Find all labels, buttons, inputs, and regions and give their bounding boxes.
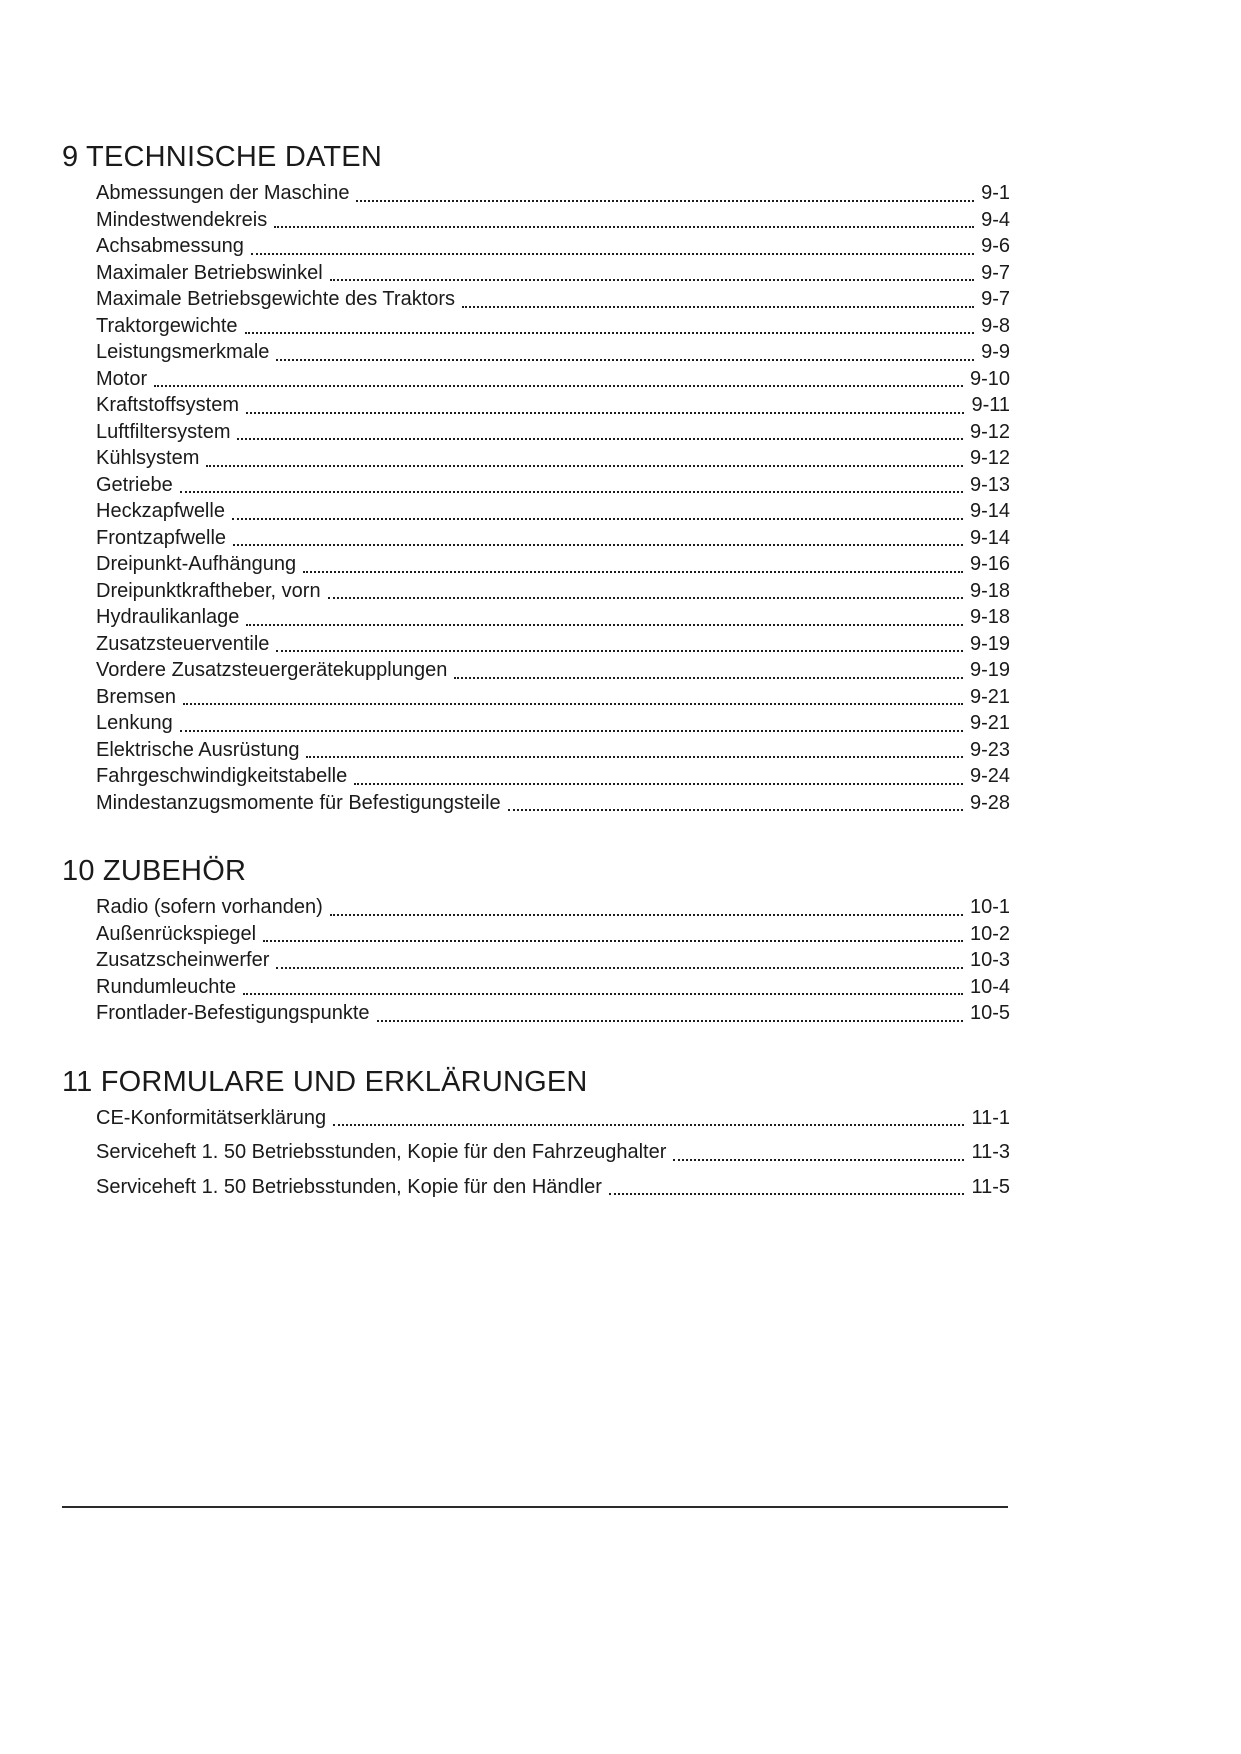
toc-entry-page: 9-6 [981,235,1010,257]
toc-entry-label: Dreipunkt-Aufhängung [96,553,297,575]
toc-entry-page: 9-14 [969,526,1010,549]
dot-leader [245,332,975,334]
toc-entry [62,947,1010,974]
toc-entry [62,974,1010,1001]
toc-entry-label: Serviceheft 1. 50 Betriebsstunden, Kopie für den Fahrzeughalter [96,1141,667,1163]
toc-entry [62,472,1010,499]
toc-entry [62,525,1010,552]
toc-entry-page: 10-1 [969,896,1010,918]
toc-entry [62,1139,1010,1166]
dot-leader [180,491,963,493]
toc-entry-label: Dreipunktkraftheber, vorn [96,579,321,602]
toc-entry-page: 10-3 [969,949,1010,971]
toc-entry-page: 9-13 [969,473,1010,496]
toc-entry [62,339,1010,366]
toc-entry-label: Getriebe [96,473,173,496]
dot-leader [246,412,964,414]
dot-leader [183,703,963,705]
toc-entry-page: 9-21 [969,712,1010,734]
toc-entry-page: 9-8 [981,314,1010,337]
toc-entry-label: Maximale Betriebsgewichte des Traktors [96,288,456,310]
toc-entry [62,710,1010,737]
dot-leader [330,914,963,916]
toc-entry-page: 9-19 [969,632,1010,655]
toc-entry-page: 9-18 [969,579,1010,602]
toc-entry-page: 10-5 [969,1002,1010,1024]
toc-entry-page: 9-12 [969,420,1010,443]
dot-leader [274,226,974,228]
toc-entry [62,286,1010,313]
toc-entry-page: 10-4 [969,975,1010,998]
toc-entry-label: Maximaler Betriebswinkel [96,261,323,284]
footer-divider [62,1506,1008,1508]
dot-leader [328,597,963,599]
toc-entry-page: 9-19 [969,659,1010,681]
toc-entry [62,498,1010,525]
toc-entry-page: 9-14 [969,500,1010,522]
dot-leader [276,359,974,361]
dot-leader [330,279,974,281]
dot-leader [303,571,963,573]
toc-entry [62,260,1010,287]
toc-entry [62,578,1010,605]
toc-entry [62,366,1010,393]
toc-entry-page: 11-3 [971,1141,1010,1163]
toc-entry-page: 9-10 [969,367,1010,390]
dot-leader [508,809,963,811]
toc-entry-label: Serviceheft 1. 50 Betriebsstunden, Kopie für den Händler [96,1175,602,1198]
toc-entry-page: 9-18 [969,606,1010,628]
toc-entry-label: Rundumleuchte [96,975,237,998]
toc-entry-label: Leistungsmerkmale [96,341,270,363]
toc-entry-label: Elektrische Ausrüstung [96,738,300,761]
toc-entry [62,921,1010,948]
toc-entry-label: Vordere Zusatzsteuergerätekupplungen [96,659,448,681]
toc-entry-page: 11-1 [971,1106,1010,1129]
toc-entry-label: CE-Konformitätserklärung [96,1106,327,1129]
toc-entry-page: 9-16 [969,553,1010,575]
toc-entry [62,419,1010,446]
dot-leader [276,967,963,969]
toc-entry [62,313,1010,340]
toc-entry-label: Abmessungen der Maschine [96,182,350,204]
toc-entry-label: Hydraulikanlage [96,606,240,628]
toc-entry-label: Frontlader-Befestigungspunkte [96,1002,370,1024]
toc-entry [62,790,1010,817]
toc-entry-page: 9-11 [971,394,1010,416]
toc-entry [62,445,1010,472]
section-title: 11 FORMULARE UND ERKLÄRUNGEN [62,1065,588,1098]
toc-entry-label: Fahrgeschwindigkeitstabelle [96,765,348,787]
toc-entry-label: Zusatzscheinwerfer [96,949,270,971]
dot-leader [243,993,963,995]
toc-entry-label: Radio (sofern vorhanden) [96,896,323,918]
toc-entry [62,392,1010,419]
dot-leader [333,1124,964,1126]
dot-leader [306,756,963,758]
toc-entry-page: 9-12 [969,447,1010,469]
dot-leader [232,518,963,520]
dot-leader [673,1159,964,1161]
toc-entry-page: 9-7 [981,261,1010,284]
toc-entry [62,551,1010,578]
dot-leader [251,253,974,255]
section-title: 10 ZUBEHÖR [62,855,247,887]
toc-entry-page: 9-7 [981,288,1010,310]
toc [62,140,1010,1238]
toc-entry-label: Motor [96,367,148,390]
toc-section [62,1065,1010,1201]
toc-entry [62,180,1010,207]
dot-leader [462,306,974,308]
dot-leader [154,385,963,387]
toc-entry-page: 9-23 [969,738,1010,761]
toc-entry [62,1000,1010,1027]
toc-section [62,854,1010,1027]
dot-leader [356,200,974,202]
toc-entry [62,737,1010,764]
toc-entry-label: Traktorgewichte [96,314,238,337]
dot-leader [246,624,963,626]
toc-entry [62,604,1010,631]
toc-entry-page: 10-2 [969,922,1010,945]
toc-entry-page: 9-24 [969,765,1010,787]
toc-entry [62,894,1010,921]
toc-entry-page: 9-21 [969,685,1010,708]
toc-entry-page: 9-9 [981,341,1010,363]
toc-entry-label: Zusatzsteuerventile [96,632,270,655]
toc-entry-page: 9-1 [981,182,1010,204]
toc-entry-label: Luftfiltersystem [96,420,231,443]
toc-entry-label: Lenkung [96,712,173,734]
toc-entry [62,763,1010,790]
toc-entry-page: 9-4 [981,208,1010,231]
toc-entry [62,233,1010,260]
toc-section [62,140,1010,816]
toc-entry [62,1105,1010,1132]
dot-leader [206,465,963,467]
toc-entry-page: 9-28 [969,791,1010,814]
toc-entry [62,1174,1010,1201]
toc-entry [62,631,1010,658]
toc-entry [62,657,1010,684]
dot-leader [237,438,962,440]
dot-leader [180,730,963,732]
dot-leader [233,544,963,546]
dot-leader [454,677,963,679]
dot-leader [263,940,963,942]
toc-entry-label: Heckzapfwelle [96,500,225,522]
toc-entry-page: 11-5 [971,1175,1010,1198]
dot-leader [377,1020,963,1022]
toc-entry-label: Achsabmessung [96,235,244,257]
dot-leader [276,650,963,652]
dot-leader [354,783,963,785]
toc-entry-label: Frontzapfwelle [96,526,227,549]
toc-entry-label: Mindestwendekreis [96,208,268,231]
toc-entry [62,207,1010,234]
toc-entry-label: Außenrückspiegel [96,922,257,945]
toc-entry-label: Bremsen [96,685,177,708]
toc-entry [62,684,1010,711]
dot-leader [609,1193,965,1195]
section-title: 9 TECHNISCHE DATEN [62,141,382,173]
toc-entry-label: Kraftstoffsystem [96,394,240,416]
toc-entry-label: Kühlsystem [96,447,200,469]
toc-entry-label: Mindestanzugsmomente für Befestigungsteile [96,791,501,814]
